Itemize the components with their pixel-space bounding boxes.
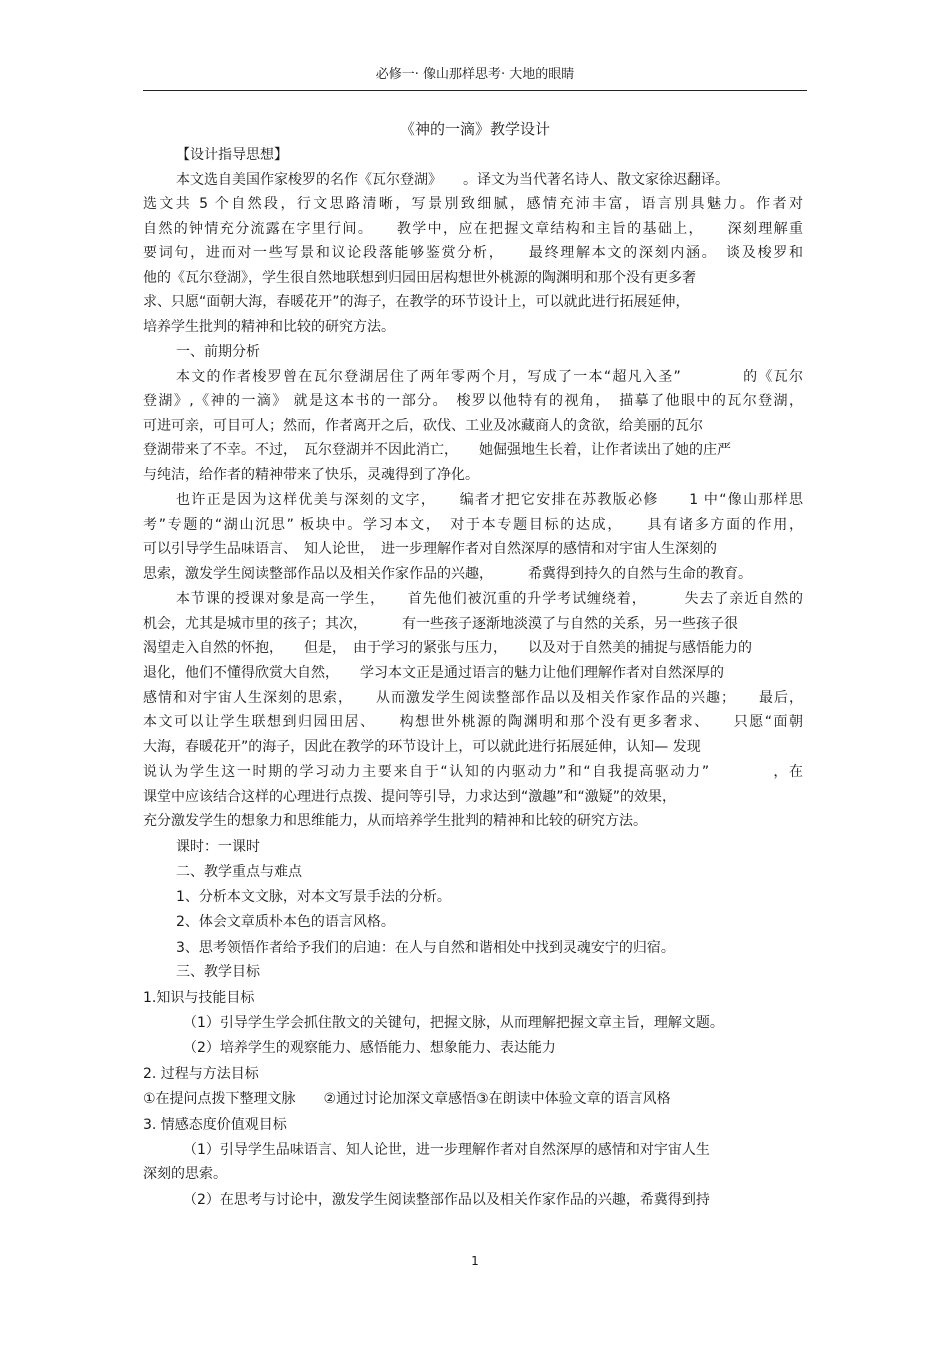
text-line: 充分激发学生的想象力和思维能力，从而培养学生批判的精神和比较的研究方法。	[143, 813, 647, 829]
text-line: 可以引导学生品味语言、 知人论世， 进一步理解作者对自然深厚的感情和对宇宙人生深刻的	[143, 541, 717, 557]
text-line: 自然的钟情充分流露在字里行间。 教学中，应在把握文章结构和主旨的基础上， 深刻理解重	[143, 221, 803, 237]
text-line: 思索，激发学生阅读整部作品以及相关作家作品的兴趣， 希冀得到持久的自然与生命的教育。	[143, 566, 752, 582]
list-item: （1）引导学生学会抓住散文的关键句，把握文脉，从而理解把握文章主旨，理解文题。	[183, 1015, 724, 1031]
text-line: 本文的作者梭罗曾在瓦尔登湖居住了两年零两个月，写成了一本“超凡入圣” 的《瓦尔	[176, 369, 803, 385]
subsection-heading: 3. 情感态度价值观目标	[143, 1117, 287, 1133]
section-heading: 二、教学重点与难点	[176, 864, 302, 880]
running-header: 必修一· 像山那样思考· 大地的眼睛	[375, 67, 575, 82]
list-item: 3、思考领悟作者给予我们的启迪：在人与自然和谐相处中找到灵魂安宁的归宿。	[176, 940, 675, 956]
list-item: 1、分析本文文脉，对本文写景手法的分析。	[176, 889, 451, 905]
header-rule	[143, 90, 807, 91]
text-line: 深刻的思索。	[143, 1166, 227, 1182]
text-line: 大海，春暖花开”的海子，因此在教学的环节设计上，可以就此进行拓展延伸，认知— 发现	[143, 739, 701, 755]
text-line: 登湖带来了不幸。不过， 瓦尔登湖并不因此消亡， 她倔强地生长着，让作者读出了她的庄严	[143, 442, 731, 458]
text-line: 选文共 5 个自然段，行文思路清晰，写景別致细腻，感情充沛丰富，语言別具魅力。作者对	[143, 196, 803, 212]
text-line: 【设计指导思想】	[176, 147, 288, 163]
text-line: 退化，他们不懂得欣赏大自然， 学习本文正是通过语言的魅力让他们理解作者对自然深厚的	[143, 665, 724, 681]
text-line: 登湖》,《神的一滴》 就是这本书的一部分。 梭罗以他特有的视角， 描摹了他眼中的瓦尔登湖，	[143, 393, 803, 409]
text-line: 也许正是因为这样优美与深刻的文字， 编者才把它安排在苏教版必修 1 中“像山那样思	[176, 492, 803, 508]
text-line: 他的《瓦尔登湖》，学生很自然地联想到归园田居构想世外桃源的陶渊明和那个没有更多奢	[143, 270, 696, 286]
text-line: 课时：一课时	[176, 839, 260, 855]
list-item: （2）培养学生的观察能力、感悟能力、想象能力、表达能力	[183, 1040, 556, 1056]
text-line: 渴望走入自然的怀抱， 但是， 由于学习的紧张与压力， 以及对于自然美的捕捉与感悟能力的	[143, 640, 752, 656]
text-line: 考”专题的“湖山沉思” 板块中。学习本文， 对于本专题目标的达成， 具有诸多方面的作用，	[143, 517, 803, 533]
section-heading: 三、教学目标	[176, 964, 260, 980]
subsection-heading: 2. 过程与方法目标	[143, 1066, 259, 1082]
section-heading: 一、前期分析	[176, 344, 260, 360]
text-line: 本文选自美国作家梭罗的名作《瓦尔登湖》 。译文为当代著名诗人、散文家徐迟翻译。	[176, 172, 729, 188]
subsection-heading: 1.知识与技能目标	[143, 990, 255, 1006]
text-line: 与纯洁，给作者的精神带来了快乐，灵魂得到了净化。	[143, 467, 479, 483]
document-title: 《神的一滴》教学设计	[399, 120, 550, 138]
text-line: 可进可亲，可目可人；然而，作者离开之后，砍伐、工业及冰藏商人的贪欲，给美丽的瓦尔	[143, 418, 703, 434]
list-item: （1）引导学生品味语言、知人论世，进一步理解作者对自然深厚的感情和对宇宙人生	[183, 1142, 710, 1158]
list-item: ①在提问点拨下整理文脉 ②通过讨论加深文章感悟③在朗读中体验文章的语言风格	[143, 1091, 671, 1107]
list-item: 2、体会文章质朴本色的语言风格。	[176, 914, 395, 930]
text-line: 课堂中应该结合这样的心理进行点拨、提问等引导，力求达到“激趣”和“激疑”的效果，	[143, 789, 677, 805]
text-line: 说认为学生这一时期的学习动力主要来自于“认知的内驱动力”和“自我提高驱动力” ，在	[143, 764, 803, 780]
text-line: 求、只愿“面朝大海，春暖花开”的海子，在教学的环节设计上，可以就此进行拓展延伸，	[143, 294, 690, 310]
text-line: 感情和对宇宙人生深刻的思索， 从而激发学生阅读整部作品以及相关作家作品的兴趣； 最后，	[143, 690, 803, 706]
text-line: 本节课的授课对象是高一学生， 首先他们被沉重的升学考试缠绕着， 失去了亲近自然的	[176, 591, 803, 607]
text-line: 要词句，进而对一些写景和议论段落能够鉴赏分析， 最终理解本文的深刻内涵。 谈及梭罗和	[143, 245, 803, 261]
page-number: 1	[471, 1254, 479, 1268]
list-item: （2）在思考与讨论中，激发学生阅读整部作品以及相关作家作品的兴趣，希冀得到持	[183, 1192, 710, 1208]
text-line: 机会，尤其是城市里的孩子；其次， 有一些孩子逐渐地淡漠了与自然的关系，另一些孩子很	[143, 616, 738, 632]
text-line: 培养学生批判的精神和比较的研究方法。	[143, 319, 395, 335]
text-line: 本文可以让学生联想到归园田居、 构想世外桃源的陶渊明和那个没有更多奢求、 只愿“面朝	[143, 714, 803, 730]
